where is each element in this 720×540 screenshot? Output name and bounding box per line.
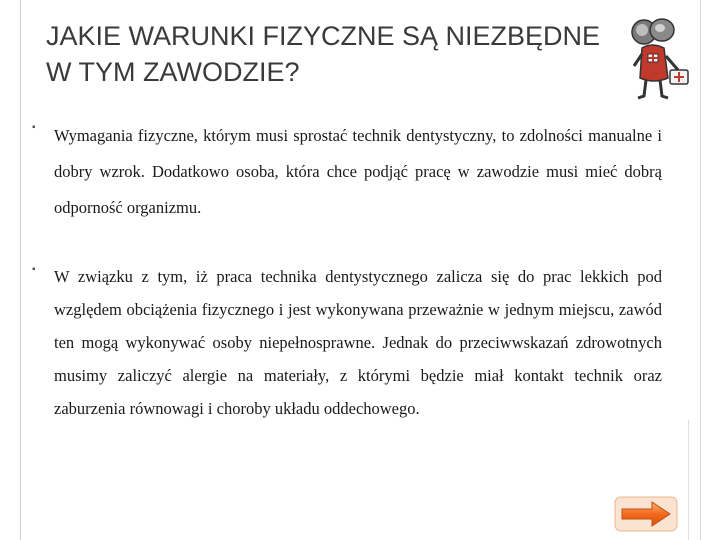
bullet-icon: ▪	[32, 264, 36, 275]
slide-title	[46, 18, 666, 90]
paragraph-contraindications: W związku z tym, iż praca technika dentystycznego zalicza się do prac lekkich pod względem obciążenia fizycznego i jest wykonywana przeważnie w jednym miejscu, zawód ten mogą wykonywać osoby niepełnosprawne. Jednak do przeciwwskazań zdrowotnych musimy zaliczyć alergie na materiały, z którymi będzie miał kontakt technik oraz zaburzenia równowagi i choroby układu oddechowego.	[54, 267, 662, 418]
orange-arrow-right-icon[interactable]	[614, 496, 678, 532]
slide-right-inner-border	[688, 420, 689, 540]
slide-left-border	[20, 0, 21, 540]
paragraph-physical-requirements: Wymagania fizyczne, którym musi sprostać technik dentystyczny, to zdolności manualne i dobry wzrok. Dodatkowo osoba, która chce podjąć pracę w zawodzie musi mieć dobrą odporność organizmu.	[54, 126, 662, 217]
slide-title-line-1: JAKIE WARUNKI FIZYCZNE SĄ NIEZBĘDNE	[46, 21, 601, 51]
cartoon-dentist-mascot-icon	[612, 8, 692, 104]
slide-right-border	[700, 0, 701, 540]
slide-title-line-2: W TYM ZAWODZIE?	[46, 57, 300, 87]
bullet-icon: ▪	[32, 122, 36, 133]
